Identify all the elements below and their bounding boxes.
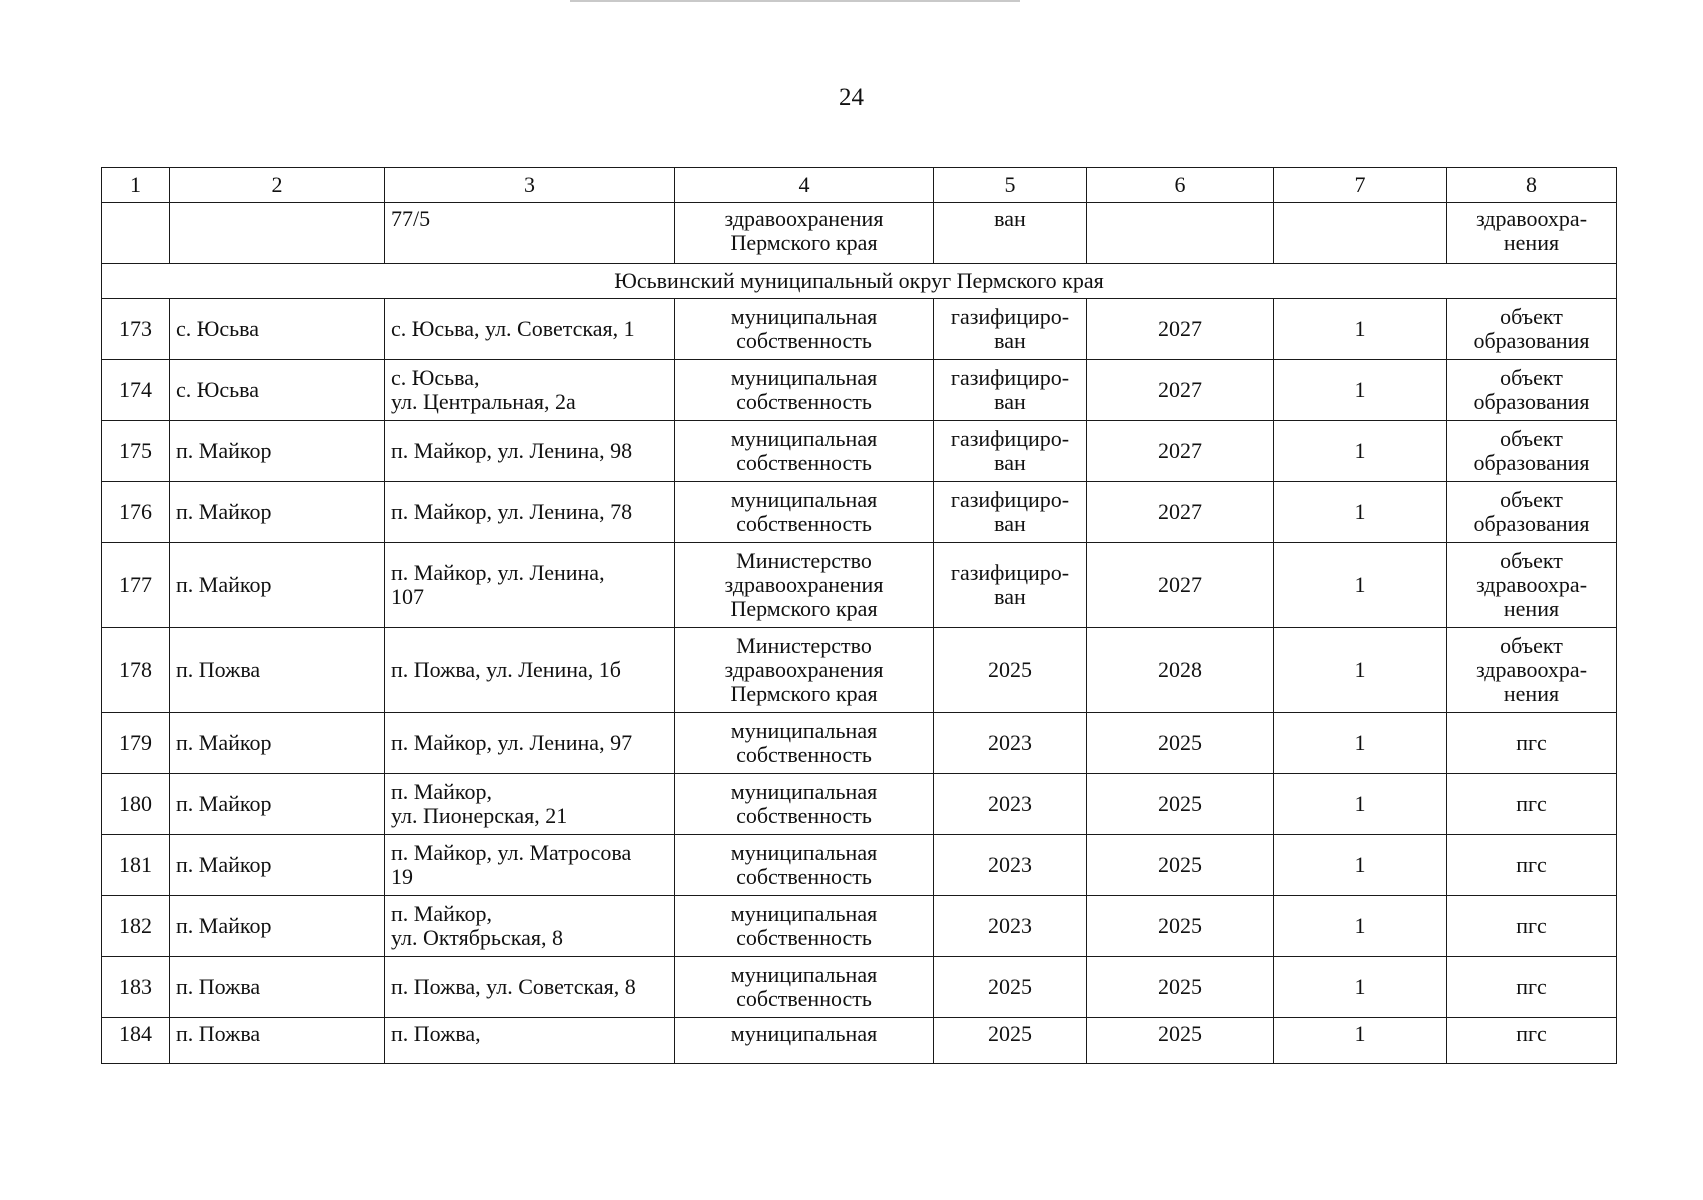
gasification-cell: ван bbox=[934, 203, 1087, 264]
address-cell: п. Пожва, bbox=[385, 1018, 675, 1064]
column-number-2: 2 bbox=[170, 168, 385, 203]
gasification-cell: 2023 bbox=[934, 774, 1087, 835]
row-number-cell: 181 bbox=[102, 835, 170, 896]
settlement-cell: п. Майкор bbox=[170, 421, 385, 482]
settlement-cell bbox=[170, 203, 385, 264]
settlement-cell: с. Юсьва bbox=[170, 299, 385, 360]
facilities-table bbox=[101, 167, 1617, 1064]
column-number-6: 6 bbox=[1087, 168, 1274, 203]
count-cell: 1 bbox=[1274, 543, 1447, 628]
gasification-cell: газифициро- ван bbox=[934, 421, 1087, 482]
column-number-7: 7 bbox=[1274, 168, 1447, 203]
gasification-cell: газифициро- ван bbox=[934, 482, 1087, 543]
settlement-cell: п. Майкор bbox=[170, 835, 385, 896]
section-title: Юсьвинский муниципальный округ Пермского края bbox=[102, 264, 1617, 299]
section-row bbox=[102, 264, 1617, 299]
ownership-cell: муниципальная собственность bbox=[675, 299, 934, 360]
column-number-5: 5 bbox=[934, 168, 1087, 203]
settlement-cell: п. Пожва bbox=[170, 1018, 385, 1064]
ownership-cell: муниципальная собственность bbox=[675, 713, 934, 774]
settlement-cell: п. Майкор bbox=[170, 482, 385, 543]
count-cell: 1 bbox=[1274, 896, 1447, 957]
table-row bbox=[102, 482, 1617, 543]
table-row bbox=[102, 774, 1617, 835]
object-type-cell: объект образования bbox=[1447, 299, 1617, 360]
table-row bbox=[102, 360, 1617, 421]
row-number-cell: 184 bbox=[102, 1018, 170, 1064]
table-row bbox=[102, 628, 1617, 713]
gasification-cell: газифициро- ван bbox=[934, 299, 1087, 360]
gasification-cell: 2025 bbox=[934, 1018, 1087, 1064]
object-type-cell: объект образования bbox=[1447, 360, 1617, 421]
object-type-cell: объект образования bbox=[1447, 482, 1617, 543]
count-cell: 1 bbox=[1274, 957, 1447, 1018]
settlement-cell: п. Майкор bbox=[170, 896, 385, 957]
object-type-cell: пгс bbox=[1447, 896, 1617, 957]
address-cell: п. Майкор, ул. Ленина, 98 bbox=[385, 421, 675, 482]
row-number-cell: 173 bbox=[102, 299, 170, 360]
address-cell: с. Юсьва, ул. Советская, 1 bbox=[385, 299, 675, 360]
row-number-cell: 175 bbox=[102, 421, 170, 482]
ownership-cell: Министерство здравоохранения Пермского края bbox=[675, 628, 934, 713]
year-cell bbox=[1087, 203, 1274, 264]
row-number-cell: 176 bbox=[102, 482, 170, 543]
gasification-cell: 2025 bbox=[934, 628, 1087, 713]
count-cell: 1 bbox=[1274, 1018, 1447, 1064]
table-row bbox=[102, 713, 1617, 774]
continued-row bbox=[102, 203, 1617, 264]
settlement-cell: п. Майкор bbox=[170, 713, 385, 774]
row-number-cell: 180 bbox=[102, 774, 170, 835]
gasification-cell: газифициро- ван bbox=[934, 543, 1087, 628]
address-cell: п. Майкор, ул. Ленина, 78 bbox=[385, 482, 675, 543]
settlement-cell: п. Майкор bbox=[170, 774, 385, 835]
year-cell: 2025 bbox=[1087, 1018, 1274, 1064]
object-type-cell: пгс bbox=[1447, 774, 1617, 835]
count-cell: 1 bbox=[1274, 360, 1447, 421]
settlement-cell: п. Пожва bbox=[170, 628, 385, 713]
row-number-cell: 183 bbox=[102, 957, 170, 1018]
object-type-cell: пгс bbox=[1447, 1018, 1617, 1064]
object-type-cell: пгс bbox=[1447, 713, 1617, 774]
address-cell: п. Майкор, ул. Матросова 19 bbox=[385, 835, 675, 896]
row-number-cell: 177 bbox=[102, 543, 170, 628]
column-number-row bbox=[102, 168, 1617, 203]
year-cell: 2028 bbox=[1087, 628, 1274, 713]
table-row bbox=[102, 1018, 1617, 1064]
table-body bbox=[102, 168, 1617, 1064]
gasification-cell: газифициро- ван bbox=[934, 360, 1087, 421]
address-cell: с. Юсьва, ул. Центральная, 2а bbox=[385, 360, 675, 421]
year-cell: 2025 bbox=[1087, 957, 1274, 1018]
year-cell: 2027 bbox=[1087, 482, 1274, 543]
address-cell: п. Майкор, ул. Октябрьская, 8 bbox=[385, 896, 675, 957]
ownership-cell: муниципальная собственность bbox=[675, 360, 934, 421]
object-type-cell: здравоохра- нения bbox=[1447, 203, 1617, 264]
page-number: 24 bbox=[839, 84, 864, 111]
object-type-cell: пгс bbox=[1447, 835, 1617, 896]
count-cell: 1 bbox=[1274, 835, 1447, 896]
year-cell: 2027 bbox=[1087, 360, 1274, 421]
gasification-cell: 2023 bbox=[934, 713, 1087, 774]
ownership-cell: муниципальная собственность bbox=[675, 421, 934, 482]
ownership-cell: муниципальная собственность bbox=[675, 896, 934, 957]
count-cell bbox=[1274, 203, 1447, 264]
count-cell: 1 bbox=[1274, 299, 1447, 360]
settlement-cell: п. Майкор bbox=[170, 543, 385, 628]
scan-edge-line bbox=[570, 0, 1020, 2]
ownership-cell: муниципальная собственность bbox=[675, 482, 934, 543]
object-type-cell: объект здравоохра- нения bbox=[1447, 543, 1617, 628]
object-type-cell: объект здравоохра- нения bbox=[1447, 628, 1617, 713]
gasification-cell: 2025 bbox=[934, 957, 1087, 1018]
column-number-4: 4 bbox=[675, 168, 934, 203]
table-row bbox=[102, 957, 1617, 1018]
ownership-cell: муниципальная bbox=[675, 1018, 934, 1064]
address-cell: 77/5 bbox=[385, 203, 675, 264]
count-cell: 1 bbox=[1274, 774, 1447, 835]
table-row bbox=[102, 896, 1617, 957]
gasification-cell: 2023 bbox=[934, 896, 1087, 957]
address-cell: п. Майкор, ул. Ленина, 107 bbox=[385, 543, 675, 628]
year-cell: 2025 bbox=[1087, 835, 1274, 896]
count-cell: 1 bbox=[1274, 482, 1447, 543]
row-number-cell bbox=[102, 203, 170, 264]
count-cell: 1 bbox=[1274, 713, 1447, 774]
ownership-cell: муниципальная собственность bbox=[675, 774, 934, 835]
count-cell: 1 bbox=[1274, 421, 1447, 482]
column-number-8: 8 bbox=[1447, 168, 1617, 203]
ownership-cell: муниципальная собственность bbox=[675, 957, 934, 1018]
year-cell: 2025 bbox=[1087, 713, 1274, 774]
address-cell: п. Майкор, ул. Ленина, 97 bbox=[385, 713, 675, 774]
row-number-cell: 174 bbox=[102, 360, 170, 421]
column-number-1: 1 bbox=[102, 168, 170, 203]
year-cell: 2027 bbox=[1087, 299, 1274, 360]
row-number-cell: 178 bbox=[102, 628, 170, 713]
object-type-cell: пгс bbox=[1447, 957, 1617, 1018]
row-number-cell: 182 bbox=[102, 896, 170, 957]
table-row bbox=[102, 543, 1617, 628]
table-row bbox=[102, 835, 1617, 896]
year-cell: 2025 bbox=[1087, 774, 1274, 835]
count-cell: 1 bbox=[1274, 628, 1447, 713]
table-row bbox=[102, 299, 1617, 360]
address-cell: п. Майкор, ул. Пионерская, 21 bbox=[385, 774, 675, 835]
year-cell: 2027 bbox=[1087, 543, 1274, 628]
year-cell: 2025 bbox=[1087, 896, 1274, 957]
ownership-cell: муниципальная собственность bbox=[675, 835, 934, 896]
table-row bbox=[102, 421, 1617, 482]
ownership-cell: Министерство здравоохранения Пермского края bbox=[675, 543, 934, 628]
row-number-cell: 179 bbox=[102, 713, 170, 774]
settlement-cell: с. Юсьва bbox=[170, 360, 385, 421]
address-cell: п. Пожва, ул. Советская, 8 bbox=[385, 957, 675, 1018]
object-type-cell: объект образования bbox=[1447, 421, 1617, 482]
column-number-3: 3 bbox=[385, 168, 675, 203]
gasification-cell: 2023 bbox=[934, 835, 1087, 896]
settlement-cell: п. Пожва bbox=[170, 957, 385, 1018]
year-cell: 2027 bbox=[1087, 421, 1274, 482]
address-cell: п. Пожва, ул. Ленина, 1б bbox=[385, 628, 675, 713]
ownership-cell: здравоохранения Пермского края bbox=[675, 203, 934, 264]
